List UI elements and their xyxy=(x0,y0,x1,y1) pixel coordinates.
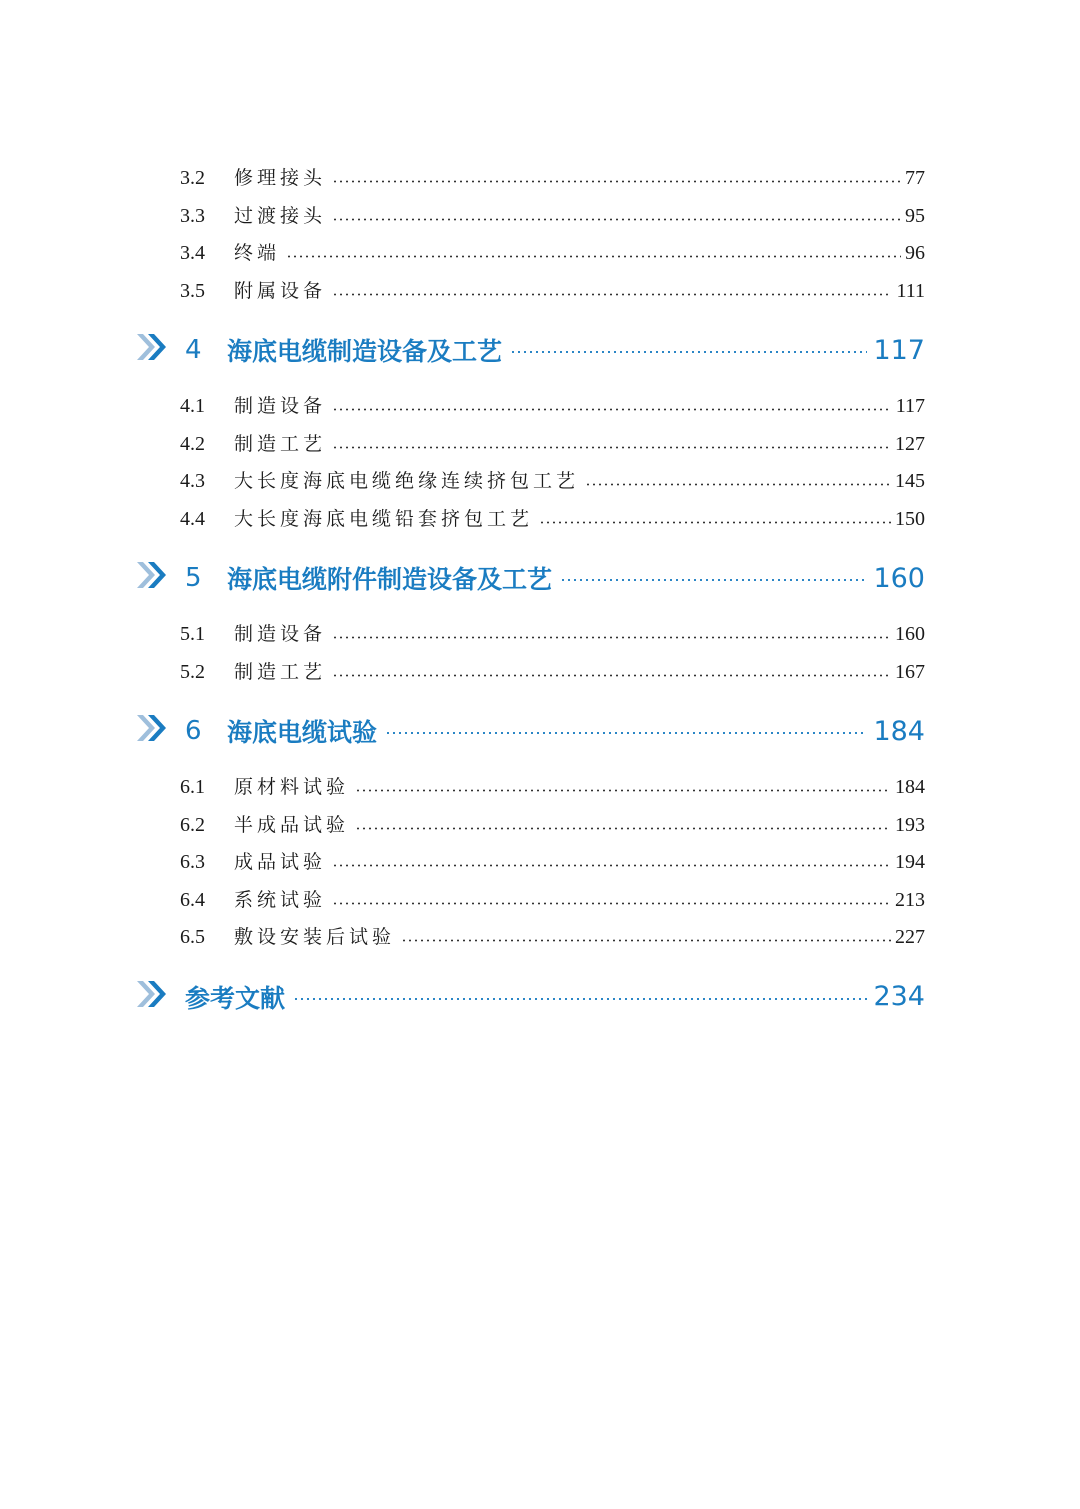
section-number: 4.4 xyxy=(180,507,205,530)
page-number: 96 xyxy=(905,242,925,264)
section-number: 6.5 xyxy=(180,926,205,948)
toc-section-row[interactable] xyxy=(135,501,925,539)
dot-leader xyxy=(332,180,901,183)
page-number: 234 xyxy=(873,981,925,1012)
section-number: 3.2 xyxy=(180,167,205,189)
toc-section-row[interactable] xyxy=(135,769,925,807)
dot-leader xyxy=(332,902,891,905)
section-title: 过渡接头 xyxy=(234,204,327,227)
toc-section-row[interactable] xyxy=(135,426,925,464)
double-chevron-icon xyxy=(135,558,185,598)
dot-leader xyxy=(286,255,901,258)
section-title: 大长度海底电缆铅套挤包工艺 xyxy=(234,507,534,530)
page-number: 111 xyxy=(896,279,925,302)
double-chevron-icon xyxy=(135,711,185,751)
page-number: 194 xyxy=(895,851,925,873)
section-title: 成品试验 xyxy=(234,851,327,873)
toc-section-row[interactable] xyxy=(135,654,925,692)
toc-chapter-row[interactable] xyxy=(135,694,925,768)
page-number: 145 xyxy=(895,470,925,492)
section-title: 制造设备 xyxy=(234,623,327,645)
chapter-title: 海底电缆制造设备及工艺 xyxy=(227,337,503,366)
toc-chapter-row[interactable] xyxy=(135,960,925,1034)
section-title: 修理接头 xyxy=(234,167,327,189)
section-title: 制造工艺 xyxy=(234,432,327,455)
page-number: 117 xyxy=(873,334,925,366)
section-number: 5.1 xyxy=(180,623,205,645)
page-number: 227 xyxy=(895,926,925,948)
toc-section-row[interactable] xyxy=(135,160,925,198)
section-title: 终端 xyxy=(234,242,281,264)
dot-leader xyxy=(355,789,891,792)
page-number: 160 xyxy=(895,623,925,645)
section-title: 制造工艺 xyxy=(234,660,327,683)
dot-leader xyxy=(332,293,892,296)
section-title: 制造设备 xyxy=(234,395,327,417)
toc-section-row[interactable] xyxy=(135,807,925,845)
toc-section-row[interactable] xyxy=(135,844,925,882)
chapter-number: 5 xyxy=(185,563,202,593)
section-title: 附属设备 xyxy=(234,279,327,302)
section-number: 3.5 xyxy=(180,279,205,302)
chapter-title: 海底电缆附件制造设备及工艺 xyxy=(227,565,553,594)
page-number: 167 xyxy=(895,660,925,683)
page-number: 184 xyxy=(873,715,925,747)
chapter-title: 海底电缆试验 xyxy=(227,718,378,747)
toc-section-row[interactable] xyxy=(135,616,925,654)
toc-section-row[interactable] xyxy=(135,273,925,311)
page-number: 184 xyxy=(895,776,925,798)
section-number: 6.2 xyxy=(180,813,205,836)
chapter-number: 4 xyxy=(185,335,202,365)
section-number: 5.2 xyxy=(180,660,205,683)
chapter-number: 6 xyxy=(185,716,202,746)
toc-section-row[interactable] xyxy=(135,388,925,426)
page-number: 160 xyxy=(873,562,925,594)
dot-leader xyxy=(332,636,891,639)
page-number: 117 xyxy=(895,395,925,417)
dot-leader xyxy=(332,864,891,867)
section-title: 半成品试验 xyxy=(234,813,350,836)
double-chevron-icon xyxy=(135,330,185,370)
chapter-title: 参考文献 xyxy=(185,983,286,1013)
page-number: 193 xyxy=(895,813,925,836)
section-title: 大长度海底电缆绝缘连续挤包工艺 xyxy=(234,470,580,492)
table-of-contents xyxy=(135,160,925,1035)
toc-section-row[interactable] xyxy=(135,235,925,273)
toc-section-row[interactable] xyxy=(135,198,925,236)
page-number: 213 xyxy=(895,888,925,911)
section-number: 6.1 xyxy=(180,776,205,798)
dot-leader xyxy=(585,483,891,486)
toc-chapter-row[interactable] xyxy=(135,313,925,387)
page-number: 150 xyxy=(895,507,925,530)
toc-section-row[interactable] xyxy=(135,463,925,501)
dot-leader xyxy=(560,578,867,582)
section-number: 3.3 xyxy=(180,204,205,227)
toc-section-row[interactable] xyxy=(135,882,925,920)
toc-chapter-row[interactable] xyxy=(135,541,925,615)
section-number: 4.1 xyxy=(180,395,205,417)
section-title: 原材料试验 xyxy=(234,776,350,798)
dot-leader xyxy=(385,731,867,735)
section-title: 敷设安装后试验 xyxy=(234,926,396,948)
dot-leader xyxy=(401,939,891,942)
section-number: 4.3 xyxy=(180,470,205,492)
page-number: 77 xyxy=(905,167,925,189)
dot-leader xyxy=(332,408,892,411)
dot-leader xyxy=(332,674,891,677)
section-number: 6.3 xyxy=(180,851,205,873)
section-title: 系统试验 xyxy=(234,888,327,911)
section-number: 6.4 xyxy=(180,888,205,911)
page-number: 127 xyxy=(895,432,925,455)
dot-leader xyxy=(355,827,891,830)
section-number: 3.4 xyxy=(180,242,205,264)
double-chevron-icon xyxy=(135,977,185,1017)
page-number: 95 xyxy=(905,204,925,227)
toc-section-row[interactable] xyxy=(135,919,925,957)
dot-leader xyxy=(332,446,891,449)
dot-leader xyxy=(332,218,901,221)
dot-leader xyxy=(293,997,867,1001)
dot-leader xyxy=(539,521,891,524)
section-number: 4.2 xyxy=(180,432,205,455)
dot-leader xyxy=(510,350,867,354)
